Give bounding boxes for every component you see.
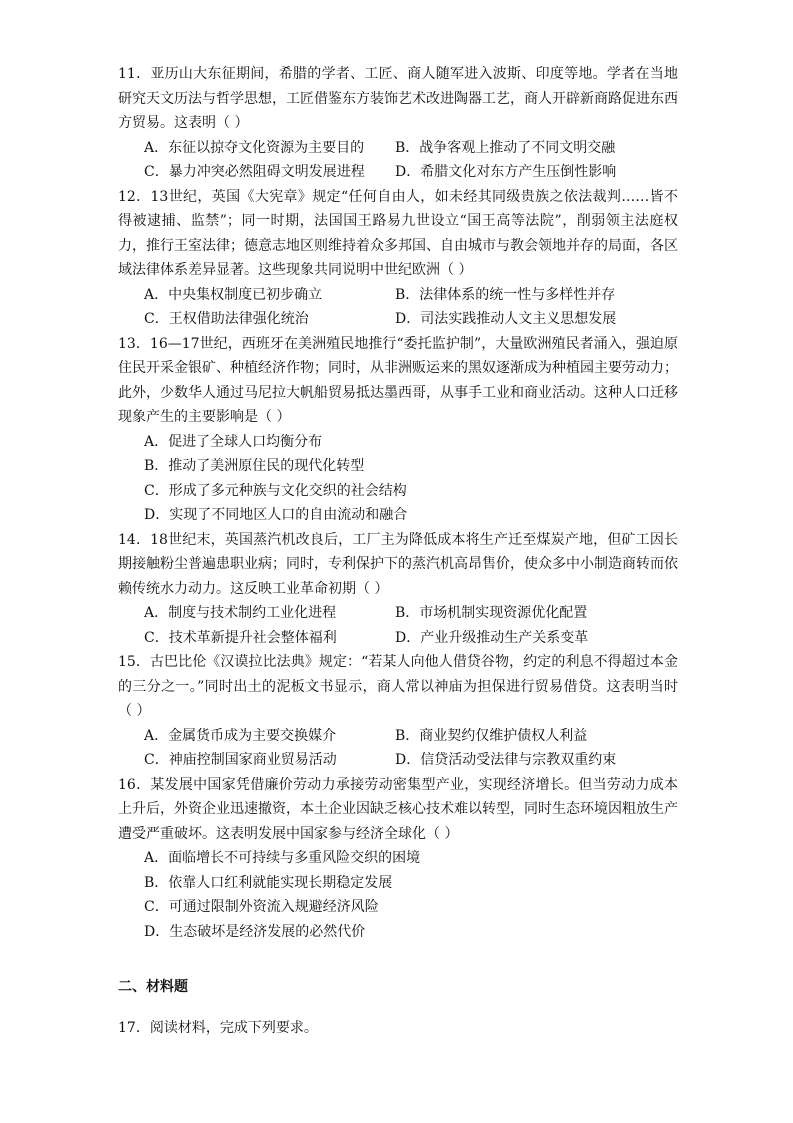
options-row [144, 430, 678, 455]
options-row [144, 454, 678, 479]
options-block [118, 724, 678, 773]
question-11 [118, 62, 678, 185]
option-b: B．战争客观上推动了不同文明交融 [395, 139, 616, 156]
option-d: D．司法实践推动人文主义思想发展 [395, 311, 617, 327]
options-row [144, 503, 678, 528]
options-row [144, 160, 678, 185]
options-block [118, 136, 678, 185]
option-d: D．产业升级推动生产关系变革 [395, 629, 589, 646]
options-row [144, 920, 678, 945]
options-block [118, 430, 678, 528]
question-12 [118, 185, 678, 332]
options-row [144, 871, 678, 896]
question-17: 17．阅读材料，完成下列要求。 [118, 1020, 318, 1036]
option-a: A．东征以掠夺文化资源为主要目的 [144, 139, 365, 156]
option-c: C．可通过限制外资流入规避经济风险 [144, 899, 379, 915]
option-b: B．市场机制实现资源优化配置 [395, 605, 588, 621]
options-row [144, 724, 678, 749]
option-c: C．形成了多元种族与文化交织的社会结构 [144, 482, 407, 499]
section-title: 二、材料题 [118, 979, 188, 995]
options-block [118, 601, 678, 650]
question-stem: 14．18世纪末，英国蒸汽机改良后，工厂主为降低成本将生产迁至煤炭产地，但矿工因长期接触粉尘普遍患职业病；同时，专利保护下的蒸汽机高昂售价，使众多中小制造商转而依赖传统水力动力。这反映工业革命初期（ ） [118, 531, 678, 597]
question-stem: 16．某发展中国家凭借廉价劳动力承接劳动密集型产业，实现经济增长。但当劳动力成本上升后，外资企业迅速撤资，本土企业因缺乏核心技术难以转型，同时生态环境因粗放生产遭受严重破坏。这表明发展中国家参与经济全球化（ ） [118, 776, 678, 842]
options-row [144, 136, 678, 161]
option-b: B．法律体系的统一性与多样性并存 [395, 286, 616, 303]
question-15 [118, 650, 678, 773]
option-c: C．神庙控制国家商业贸易活动 [144, 752, 337, 768]
question-stem: 15．古巴比伦《汉谟拉比法典》规定：“若某人向他人借贷谷物，约定的利息不得超过本金的三分之一。”同时出土的泥板文书显示，商人常以神庙为担保进行贸易借贷。这表明当时（ ） [118, 654, 678, 719]
option-d: D．希腊文化对东方产生压倒性影响 [395, 164, 617, 180]
options-block [118, 846, 678, 944]
option-a: A．面临增长不可持续与多重风险交织的困境 [144, 850, 421, 866]
options-row [144, 846, 678, 871]
question-stem: 12．13世纪，英国《大宪章》规定“任何自由人，如未经其同级贵族之依法裁判……皆不得被逮捕、监禁”；同一时期，法国国王路易九世设立“国王高等法院”，削弱领主法庭权力，推行王室法律；德意志地区则维持着众多邦国、自由城市与教会领地并存的局面，各区域法律体系差异显著。这些现象共同说明中世纪欧洲（ ） [118, 188, 678, 278]
option-d: D．实现了不同地区人口的自由流动和融合 [144, 507, 408, 523]
question-stem: 11．亚历山大东征期间，希腊的学者、工匠、商人随军进入波斯、印度等地。学者在当地研究天文历法与哲学思想，工匠借鉴东方装饰艺术改进陶器工艺，商人开辟新商路促进东西方贸易。这表明（ ） [118, 66, 678, 131]
question-stem: 13．16—17世纪，西班牙在美洲殖民地推行“委托监护制”，大量欧洲殖民者涌入，强迫原住民开采金银矿、种植经济作物；同时，从非洲贩运来的黑奴逐渐成为种植园主要劳动力；此外，少数华人通过马尼拉大帆船贸易抵达墨西哥，从事手工业和商业活动。这种人口迁移现象产生的主要影响是（ ） [118, 335, 678, 425]
options-row [144, 307, 678, 332]
option-d: D．信贷活动受法律与宗教双重约束 [395, 752, 617, 768]
option-b: B．推动了美洲原住民的现代化转型 [144, 458, 365, 474]
options-row [144, 601, 678, 626]
option-c: C．暴力冲突必然阻碍文明发展进程 [144, 164, 365, 180]
option-a: A．金属货币成为主要交换媒介 [144, 727, 337, 744]
option-c: C．王权借助法律强化统治 [144, 311, 309, 327]
option-a: A．制度与技术制约工业化进程 [144, 605, 337, 621]
options-row [144, 283, 678, 308]
page-content [118, 62, 678, 1040]
option-a: A．促进了全球人口均衡分布 [144, 433, 323, 450]
question-13 [118, 332, 678, 528]
question-14 [118, 528, 678, 651]
option-a: A．中央集权制度已初步确立 [144, 286, 323, 303]
option-c: C．技术革新提升社会整体福利 [144, 629, 337, 646]
options-row [144, 479, 678, 504]
options-block [118, 283, 678, 332]
options-row [144, 748, 678, 773]
question-16 [118, 773, 678, 945]
option-b: B．依靠人口红利就能实现长期稳定发展 [144, 874, 393, 891]
option-b: B．商业契约仅维护债权人利益 [395, 727, 588, 744]
option-d: D．生态破坏是经济发展的必然代价 [144, 923, 366, 940]
options-row [144, 626, 678, 651]
options-row [144, 895, 678, 920]
